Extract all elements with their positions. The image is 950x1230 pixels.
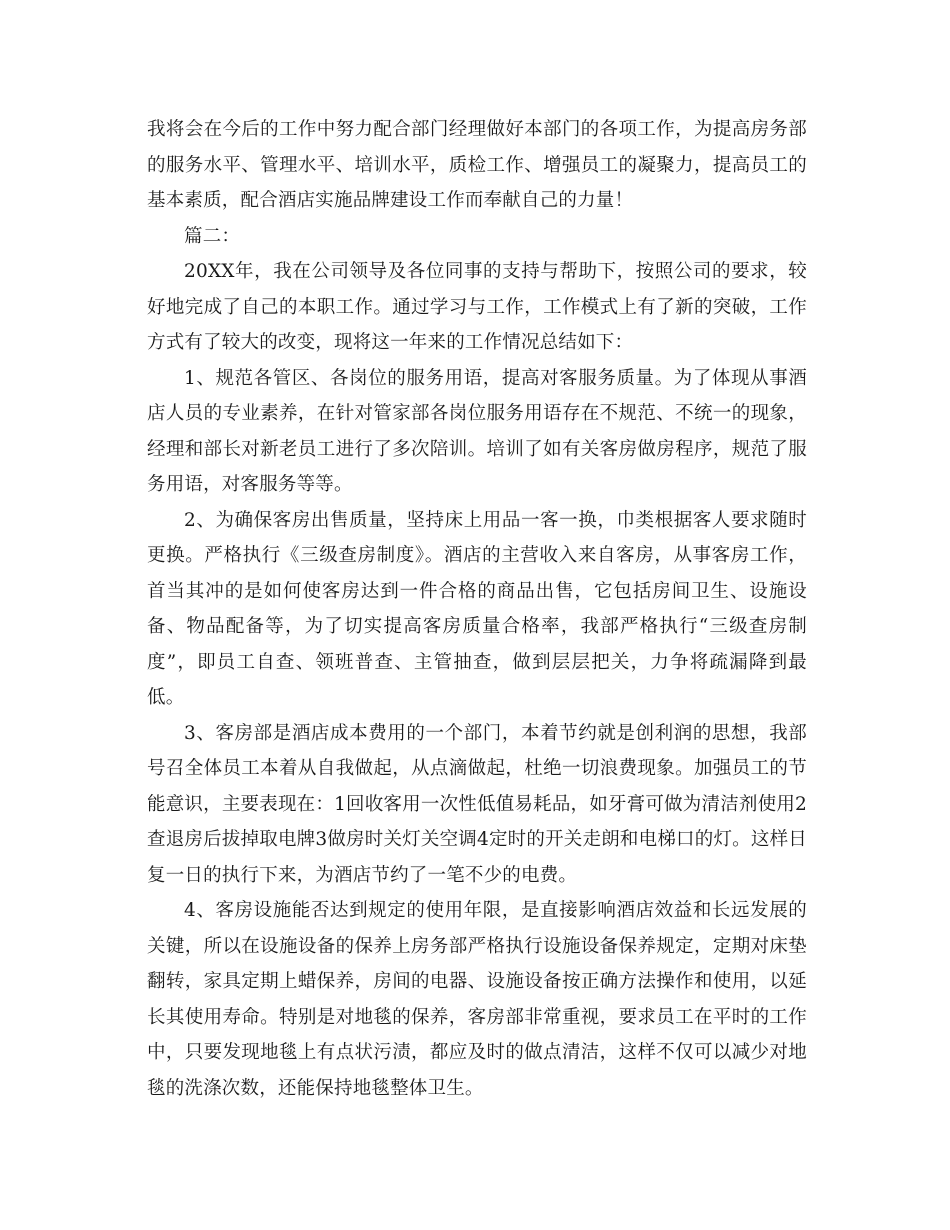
paragraph-item-2: 2、为确保客房出售质量，坚持床上用品一客一换，巾类根据客人要求随时更换。严格执行《三级查房制度》。酒店的主营收入来自客房，从事客房工作，首当其冲的是如何使客房达到一件合格的商品出售，它包括房间卫生、设施设备、物品配备等，为了切实提高客房质量合格率，我部严格执行“三级查房制度”，即员工自查、领班普查、主管抽查，做到层层把关，力争将疏漏降到最低。 <box>147 509 807 708</box>
paragraph-item-3: 3、客房部是酒店成本费用的一个部门，本着节约就是创利润的思想，我部号召全体员工本着从自我做起，从点滴做起，杜绝一切浪费现象。加强员工的节能意识，主要表现在：1回收客用一次性低值易耗品，如牙膏可做为清洁剂使用2查退房后拔掉取电牌3做房时关灯关空调4定时的开关走朗和电梯口的灯。这样日复一日的执行下来，为酒店节约了一笔不少的电费。 <box>147 722 807 886</box>
paragraph-item-1: 1、规范各管区、各岗位的服务用语，提高对客服务质量。为了体现从事酒店人员的专业素养，在针对管家部各岗位服务用语存在不规范、不统一的现象，经理和部长对新老员工进行了多次陪训。培训了如有关客房做房程序，规范了服务用语，对客服务等等。 <box>147 367 807 495</box>
document-body <box>147 112 807 1106</box>
paragraph-continuation: 我将会在今后的工作中努力配合部门经理做好本部门的各项工作，为提高房务部的服务水平、管理水平、培训水平，质检工作、增强员工的凝聚力，提高员工的基本素质，配合酒店实施品牌建设工作而奉献自己的力量！ <box>147 119 807 211</box>
paragraph-item-4: 4、客房设施能否达到规定的使用年限，是直接影响酒店效益和长远发展的关键，所以在设施设备的保养上房务部严格执行设施设备保养规定，定期对床垫翻转，家具定期上蜡保养，房间的电器、设施设备按正确方法操作和使用，以延长其使用寿命。特别是对地毯的保养，客房部非常重视，要求员工在平时的工作中，只要发现地毯上有点状污渍，都应及时的做点清洁，这样不仅可以减少对地毯的洗涤次数，还能保持地毯整体卫生。 <box>147 900 807 1099</box>
paragraph-intro: 20XX年，我在公司领导及各位同事的支持与帮助下，按照公司的要求，较好地完成了自己的本职工作。通过学习与工作，工作模式上有了新的突破，工作方式有了较大的改变，现将这一年来的工作情况总结如下： <box>147 261 807 353</box>
section-heading: 篇二： <box>184 225 241 247</box>
